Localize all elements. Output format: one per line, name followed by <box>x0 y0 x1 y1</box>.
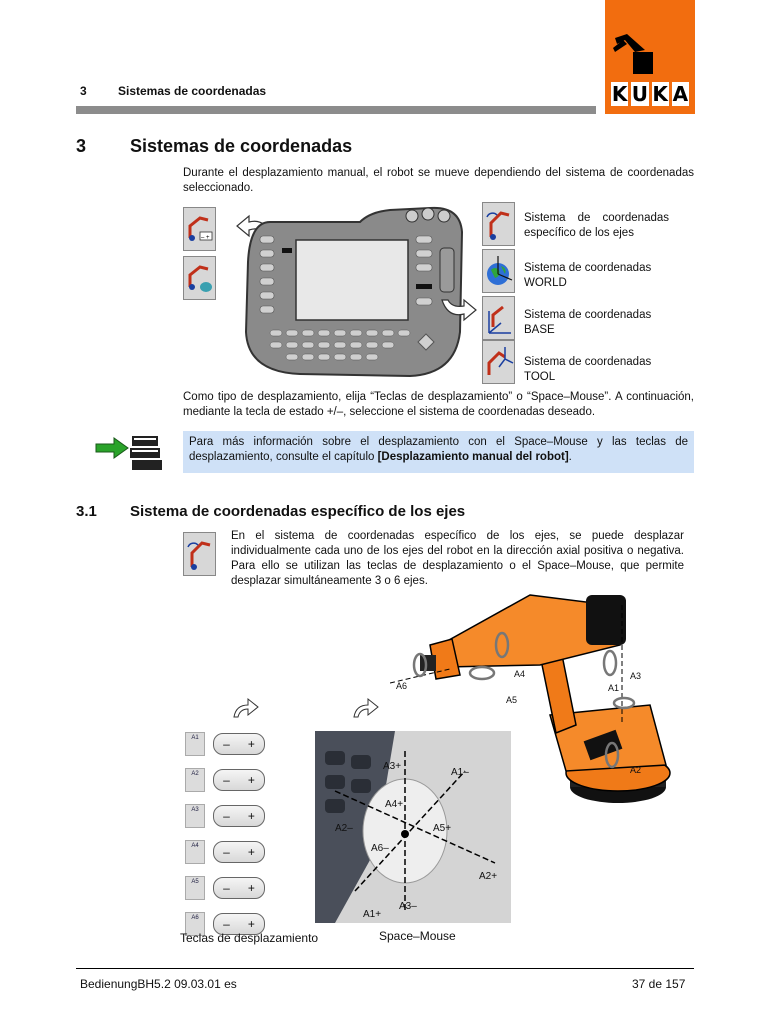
space-mouse-label: A2+ <box>479 871 498 882</box>
svg-text:– +: – + <box>201 235 210 241</box>
coord-system-label-world: Sistema de coordenadas WORLD <box>524 262 652 289</box>
footer-page-number: 37 de 157 <box>632 977 686 991</box>
coord-system-label-tool: Sistema de coordenadas TOOL <box>524 356 652 383</box>
robot-axis-label: A3 <box>630 671 642 681</box>
robot-axis-label: A1 <box>608 683 620 693</box>
jog-keys-caption: Teclas de desplazamiento <box>180 931 319 945</box>
coord-key-left-1 <box>183 207 216 251</box>
header-divider <box>76 106 596 114</box>
jog-button-a1[interactable]: – + <box>213 733 265 755</box>
axis-robot-icon <box>184 208 215 250</box>
subsection-text: En el sistema de coordenadas específico de los ejes, se puede desplazar individualmente cada uno de los ejes del robot en la dirección axial positiva o negativa. Para ello se utilizan las teclas de desplazamiento o el Space–Mouse, que permite desplazar simultáneamente 3 o 6 ejes. <box>231 530 684 587</box>
jog-axis-label: A4 <box>185 840 205 864</box>
space-mouse-caption: Space–Mouse <box>379 929 456 943</box>
kuka-robot-illustration <box>390 585 690 815</box>
kuka-logo <box>605 0 695 114</box>
jog-row-a2 <box>185 768 265 792</box>
space-mouse-label: A6– <box>371 843 389 854</box>
base-coordinates-icon <box>483 297 514 339</box>
coord-system-key-base <box>482 296 515 340</box>
coord-system-label-axis: Sistema de coordenadas específico de los ejes <box>524 212 669 239</box>
tool-coordinates-icon <box>483 341 514 383</box>
robot-axis-label: A6 <box>396 681 408 691</box>
coord-system-key-axis <box>482 202 515 246</box>
curved-arrow-icon <box>232 697 260 719</box>
jog-keys-group <box>185 732 265 936</box>
info-chapter-link[interactable]: [Desplazamiento manual del robot] <box>377 451 569 463</box>
subsection-title: Sistema de coordenadas específico de los ejes <box>130 503 466 520</box>
space-mouse-label: A3+ <box>383 761 402 772</box>
footer-divider <box>76 968 694 969</box>
jog-button-a3[interactable]: – + <box>213 805 265 827</box>
jog-axis-label: A3 <box>185 804 205 828</box>
robot-mouse-icon <box>184 257 215 299</box>
section-number: 3 <box>76 136 87 156</box>
section-title: Sistemas de coordenadas <box>130 136 353 156</box>
jog-row-a4 <box>185 840 265 864</box>
coord-key-left-2 <box>183 256 216 300</box>
info-end: . <box>568 451 572 463</box>
jog-button-a5[interactable]: – + <box>213 877 265 899</box>
mode-selection-text: Como tipo de desplazamiento, elija “Teclas de desplazamiento” o “Space–Mouse”. A continuación, mediante la tecla de estado +/–, seleccione el sistema de coordenadas deseado. <box>183 391 694 418</box>
jog-button-a4[interactable]: – + <box>213 841 265 863</box>
jog-button-a2[interactable]: – + <box>213 769 265 791</box>
space-mouse-label: A4+ <box>385 799 404 810</box>
kcp-pendant-illustration <box>240 202 480 380</box>
axis-specific-key <box>183 532 216 576</box>
axis-robot-icon <box>483 203 514 245</box>
jog-row-a3 <box>185 804 265 828</box>
world-globe-icon <box>483 250 514 292</box>
logo-wordmark: K U K A <box>611 82 689 106</box>
jog-row-a1 <box>185 732 265 756</box>
coord-system-label-base: Sistema de coordenadas BASE <box>524 309 652 336</box>
header-chapter-title: Sistemas de coordenadas <box>118 84 267 98</box>
axis-robot-icon <box>184 533 215 575</box>
jog-axis-label: A6 <box>185 912 205 936</box>
header-chapter-number: 3 <box>80 84 87 98</box>
space-mouse-label: A5+ <box>433 823 452 834</box>
robot-axis-label: A5 <box>506 695 518 705</box>
robot-axis-label: A4 <box>514 669 526 679</box>
jog-axis-label: A1 <box>185 732 205 756</box>
robot-logo-icon <box>605 0 695 80</box>
curved-arrow-right-icon <box>440 296 480 326</box>
robot-axis-label: A2 <box>630 765 642 775</box>
footer-document-id: BedienungBH5.2 09.03.01 es <box>80 977 237 991</box>
space-mouse-label: A1+ <box>363 909 382 920</box>
space-mouse-label: A1– <box>451 767 469 778</box>
info-box <box>183 431 694 473</box>
book-reference-icon <box>92 432 172 472</box>
space-mouse-label: A2– <box>335 823 353 834</box>
jog-button-a6[interactable]: – + <box>213 913 265 935</box>
jog-axis-label: A5 <box>185 876 205 900</box>
space-mouse-label: A3– <box>399 901 417 912</box>
subsection-number: 3.1 <box>76 503 97 520</box>
coord-system-key-tool <box>482 340 515 384</box>
jog-row-a5 <box>185 876 265 900</box>
curved-arrow-icon <box>352 697 380 719</box>
section-intro: Durante el desplazamiento manual, el robot se mueve dependiendo del sistema de coordenadas seleccionado. <box>183 167 694 194</box>
jog-axis-label: A2 <box>185 768 205 792</box>
coord-system-key-world <box>482 249 515 293</box>
info-text: Para más información sobre el desplazamiento con el Space–Mouse y las teclas de desplazamiento, consulte el capítulo <box>189 436 688 463</box>
